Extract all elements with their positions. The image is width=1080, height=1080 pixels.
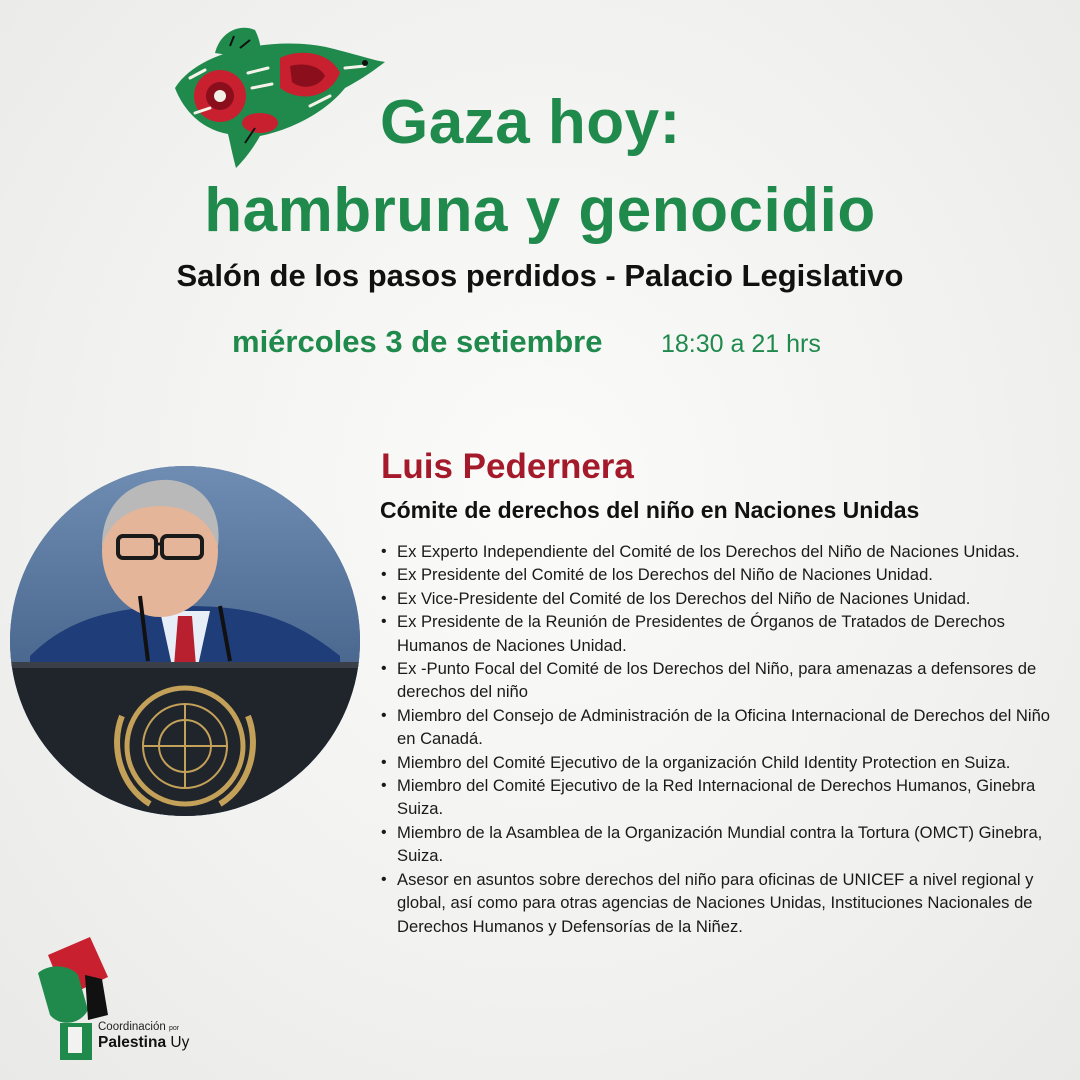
list-item — [380, 704, 1070, 751]
speaker-role: Cómite de derechos del niño en Naciones Unidas — [380, 497, 920, 523]
list-item-text: Ex -Punto Focal del Comité de los Derechos del Niño, para amenazas a defensores de derechos del niño — [397, 659, 1037, 702]
bullet-icon: • — [381, 870, 387, 888]
event-time: 18:30 a 21 hrs — [661, 330, 821, 358]
event-venue: Salón de los pasos perdidos - Palacio Legislativo — [176, 258, 904, 293]
list-item-text: Ex Vice-Presidente del Comité de los Derechos del Niño de Naciones Unidad. — [397, 588, 971, 608]
list-item — [380, 610, 1070, 657]
bullet-icon: • — [381, 706, 387, 724]
list-item-text: Miembro de la Asamblea de la Organización Mundial contra la Tortura (OMCT) Ginebra, Suiza. — [397, 822, 1043, 866]
logo-word-palestina: Palestina — [98, 1034, 167, 1051]
list-item — [380, 657, 1070, 704]
list-item — [380, 821, 1070, 868]
list-item — [380, 774, 1070, 821]
bullet-icon: • — [381, 589, 387, 607]
logo-text-line1 — [98, 1021, 179, 1033]
list-item-text: Miembro del Consejo de Administración de la Oficina Internacional de Derechos del Niño en Canadá. — [397, 705, 1051, 749]
list-item-text: Miembro del Comité Ejecutivo de la Red Internacional de Derechos Humanos, Ginebra Suiza. — [397, 776, 1036, 819]
bullet-icon: • — [381, 566, 387, 584]
list-item — [380, 751, 1070, 774]
speaker-bio-list — [380, 540, 1070, 938]
event-date: miércoles 3 de setiembre — [232, 324, 603, 359]
list-item — [380, 563, 1070, 586]
bullet-icon: • — [381, 613, 387, 631]
bullet-icon: • — [381, 777, 387, 795]
speaker-photo — [10, 466, 360, 816]
list-item-text: Ex Presidente del Comité de los Derechos del Niño de Naciones Unidad. — [397, 565, 933, 585]
list-item — [380, 587, 1070, 610]
logo-text-line2 — [98, 1034, 189, 1052]
list-item-text: Ex Experto Independiente del Comité de los Derechos del Niño de Naciones Unidas. — [397, 542, 1020, 561]
list-item — [380, 868, 1070, 938]
list-item-text: Asesor en asuntos sobre derechos del niño para oficinas de UNICEF a nivel regional y global, así como para otras agencias de Naciones Unidas, Instituciones Nacionales de Derechos Humanos y Defensorías de la Niñez. — [397, 869, 1034, 936]
bullet-icon: • — [381, 753, 387, 771]
event-title-line2: hambruna y genocidio — [204, 176, 876, 245]
bullet-icon: • — [381, 543, 387, 560]
speaker-name: Luis Pedernera — [381, 447, 634, 486]
bullet-icon: • — [381, 823, 387, 841]
list-item-text: Miembro del Comité Ejecutivo de la organización Child Identity Protection en Suiza. — [397, 752, 1011, 772]
dove-embroidery-icon — [160, 18, 392, 168]
bullet-icon: • — [381, 660, 387, 678]
event-title-line1: Gaza hoy: — [380, 88, 681, 157]
list-item — [380, 540, 1070, 563]
logo-word-uy: Uy — [170, 1034, 190, 1051]
logo-word-coordinacion: Coordinación — [98, 1021, 166, 1033]
list-item-text: Ex Presidente de la Reunión de Presidentes de Órganos de Tratados de Derechos Humanos de Naciones Unidad. — [397, 612, 1005, 655]
logo-word-por: por — [168, 1025, 180, 1032]
